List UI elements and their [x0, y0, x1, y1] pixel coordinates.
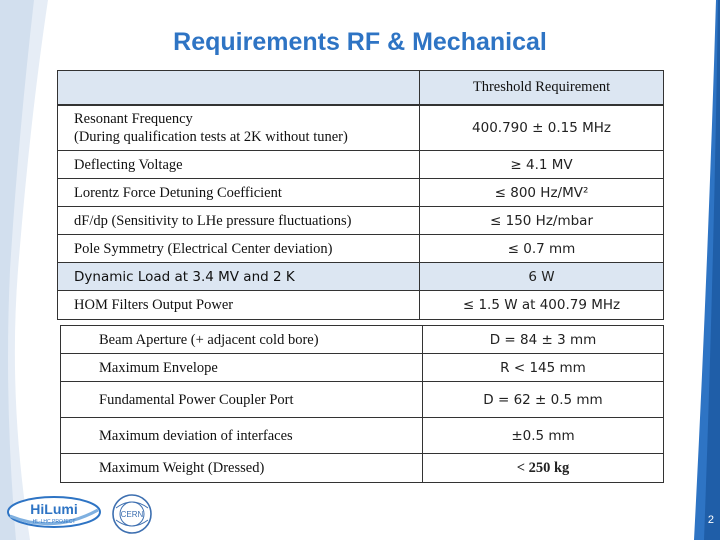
mech-row-label: Beam Aperture (+ adjacent cold bore) — [61, 326, 423, 354]
mech-row-label: Fundamental Power Coupler Port — [61, 382, 423, 418]
rf-row-label: Lorentz Force Detuning Coefficient — [58, 179, 420, 207]
rf-row-value: ≥ 4.1 MV — [420, 151, 664, 179]
cern-logo — [110, 492, 154, 536]
table-row — [61, 354, 664, 382]
hilumi-logo-subtext: HL-LHC PROJECT — [32, 519, 76, 525]
mech-row-value: R < 145 mm — [423, 354, 664, 382]
mech-row-value: < 250 kg — [423, 454, 664, 483]
table-row — [58, 207, 664, 235]
rf-row-label: HOM Filters Output Power — [58, 291, 420, 320]
slide-title: Requirements RF & Mechanical — [173, 28, 547, 56]
left-decor-swoosh — [0, 0, 60, 540]
rf-row-label: Pole Symmetry (Electrical Center deviation) — [58, 235, 420, 263]
rf-table-header-row — [58, 71, 664, 105]
rf-row-value: ≤ 800 Hz/MV² — [420, 179, 664, 207]
table-row — [58, 235, 664, 263]
mechanical-requirements-table — [60, 325, 664, 483]
rf-header-threshold: Threshold Requirement — [420, 71, 664, 105]
table-row — [58, 151, 664, 179]
hilumi-logo-text: HiLumi — [30, 501, 78, 517]
table-row — [61, 326, 664, 354]
mech-row-value: ±0.5 mm — [423, 418, 664, 454]
rf-requirements-table — [57, 70, 664, 320]
mech-row-label: Maximum Weight (Dressed) — [61, 454, 423, 483]
table-row — [58, 105, 664, 151]
rf-header-label-cell — [58, 71, 420, 105]
rf-row-label-line2: (During qualification tests at 2K without tuner) — [74, 128, 348, 145]
table-row — [58, 263, 664, 291]
hilumi-logo — [4, 490, 104, 530]
page-number: 2 — [707, 514, 714, 526]
rf-row-value: 6 W — [420, 263, 664, 291]
right-decor-band — [694, 0, 720, 540]
cern-logo-text: CERN — [120, 510, 144, 519]
rf-row-value: ≤ 1.5 W at 400.79 MHz — [420, 291, 664, 320]
rf-row-value: 400.790 ± 0.15 MHz — [420, 105, 664, 151]
rf-row-label: Dynamic Load at 3.4 MV and 2 K — [58, 263, 420, 291]
mech-row-value: D = 62 ± 0.5 mm — [423, 382, 664, 418]
mech-row-value: D = 84 ± 3 mm — [423, 326, 664, 354]
table-row — [61, 382, 664, 418]
mech-row-label: Maximum Envelope — [61, 354, 423, 382]
mech-row-label: Maximum deviation of interfaces — [61, 418, 423, 454]
table-row — [58, 179, 664, 207]
rf-row-label — [58, 105, 420, 151]
rf-row-value: ≤ 0.7 mm — [420, 235, 664, 263]
rf-row-label: Deflecting Voltage — [58, 151, 420, 179]
rf-row-label-line1: Resonant Frequency — [74, 110, 193, 127]
rf-row-label: dF/dp (Sensitivity to LHe pressure fluctuations) — [58, 207, 420, 235]
table-row — [61, 418, 664, 454]
rf-row-value: ≤ 150 Hz/mbar — [420, 207, 664, 235]
table-row — [58, 291, 664, 320]
table-row — [61, 454, 664, 483]
